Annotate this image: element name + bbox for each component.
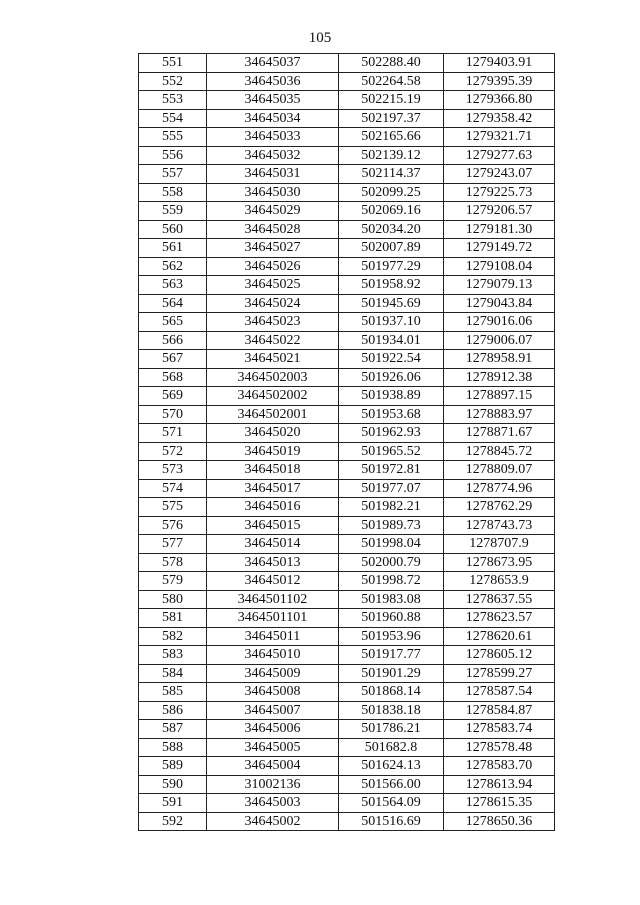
y-coordinate-cell: 1278615.35 bbox=[444, 794, 555, 813]
point-id-cell: 34645010 bbox=[207, 646, 339, 665]
y-coordinate-cell: 1279043.84 bbox=[444, 294, 555, 313]
point-id-cell: 34645030 bbox=[207, 183, 339, 202]
table-row bbox=[139, 609, 555, 628]
row-number-cell: 577 bbox=[139, 535, 207, 554]
point-id-cell: 3464502002 bbox=[207, 387, 339, 406]
table-row bbox=[139, 646, 555, 665]
x-coordinate-cell: 501624.13 bbox=[339, 757, 444, 776]
x-coordinate-cell: 501566.00 bbox=[339, 775, 444, 794]
x-coordinate-cell: 501977.29 bbox=[339, 257, 444, 276]
x-coordinate-cell: 501838.18 bbox=[339, 701, 444, 720]
row-number-cell: 562 bbox=[139, 257, 207, 276]
y-coordinate-cell: 1279277.63 bbox=[444, 146, 555, 165]
point-id-cell: 34645024 bbox=[207, 294, 339, 313]
row-number-cell: 561 bbox=[139, 239, 207, 258]
x-coordinate-cell: 501989.73 bbox=[339, 516, 444, 535]
row-number-cell: 563 bbox=[139, 276, 207, 295]
y-coordinate-cell: 1278587.54 bbox=[444, 683, 555, 702]
point-id-cell: 34645012 bbox=[207, 572, 339, 591]
table-row bbox=[139, 720, 555, 739]
row-number-cell: 585 bbox=[139, 683, 207, 702]
table-row bbox=[139, 239, 555, 258]
table-row bbox=[139, 424, 555, 443]
x-coordinate-cell: 502000.79 bbox=[339, 553, 444, 572]
table-row bbox=[139, 331, 555, 350]
table-row bbox=[139, 72, 555, 91]
x-coordinate-cell: 502139.12 bbox=[339, 146, 444, 165]
y-coordinate-cell: 1278774.96 bbox=[444, 479, 555, 498]
y-coordinate-cell: 1278637.55 bbox=[444, 590, 555, 609]
y-coordinate-cell: 1278673.95 bbox=[444, 553, 555, 572]
y-coordinate-cell: 1278620.61 bbox=[444, 627, 555, 646]
row-number-cell: 579 bbox=[139, 572, 207, 591]
table-row bbox=[139, 128, 555, 147]
x-coordinate-cell: 502069.16 bbox=[339, 202, 444, 221]
x-coordinate-cell: 501934.01 bbox=[339, 331, 444, 350]
table-row bbox=[139, 54, 555, 73]
y-coordinate-cell: 1278958.91 bbox=[444, 350, 555, 369]
table-row bbox=[139, 442, 555, 461]
point-id-cell: 34645008 bbox=[207, 683, 339, 702]
row-number-cell: 587 bbox=[139, 720, 207, 739]
point-id-cell: 34645006 bbox=[207, 720, 339, 739]
table-row bbox=[139, 498, 555, 517]
x-coordinate-cell: 502007.89 bbox=[339, 239, 444, 258]
y-coordinate-cell: 1278762.29 bbox=[444, 498, 555, 517]
point-id-cell: 34645033 bbox=[207, 128, 339, 147]
point-id-cell: 34645029 bbox=[207, 202, 339, 221]
row-number-cell: 559 bbox=[139, 202, 207, 221]
page-number: 105 bbox=[308, 30, 332, 46]
y-coordinate-cell: 1278613.94 bbox=[444, 775, 555, 794]
point-id-cell: 34645036 bbox=[207, 72, 339, 91]
y-coordinate-cell: 1279243.07 bbox=[444, 165, 555, 184]
table-row bbox=[139, 479, 555, 498]
x-coordinate-cell: 501958.92 bbox=[339, 276, 444, 295]
y-coordinate-cell: 1278871.67 bbox=[444, 424, 555, 443]
x-coordinate-cell: 501953.68 bbox=[339, 405, 444, 424]
row-number-cell: 586 bbox=[139, 701, 207, 720]
y-coordinate-cell: 1279403.91 bbox=[444, 54, 555, 73]
row-number-cell: 569 bbox=[139, 387, 207, 406]
point-id-cell: 34645019 bbox=[207, 442, 339, 461]
table-row bbox=[139, 109, 555, 128]
table-row bbox=[139, 350, 555, 369]
y-coordinate-cell: 1278650.36 bbox=[444, 812, 555, 831]
y-coordinate-cell: 1279321.71 bbox=[444, 128, 555, 147]
table-row bbox=[139, 165, 555, 184]
point-id-cell: 31002136 bbox=[207, 775, 339, 794]
table-row bbox=[139, 535, 555, 554]
point-id-cell: 34645034 bbox=[207, 109, 339, 128]
y-coordinate-cell: 1278653.9 bbox=[444, 572, 555, 591]
x-coordinate-cell: 502165.66 bbox=[339, 128, 444, 147]
point-id-cell: 34645005 bbox=[207, 738, 339, 757]
table-row bbox=[139, 368, 555, 387]
table-row bbox=[139, 276, 555, 295]
table-row bbox=[139, 812, 555, 831]
point-id-cell: 34645016 bbox=[207, 498, 339, 517]
point-id-cell: 34645017 bbox=[207, 479, 339, 498]
row-number-cell: 591 bbox=[139, 794, 207, 813]
point-id-cell: 34645023 bbox=[207, 313, 339, 332]
row-number-cell: 565 bbox=[139, 313, 207, 332]
x-coordinate-cell: 501516.69 bbox=[339, 812, 444, 831]
y-coordinate-cell: 1278845.72 bbox=[444, 442, 555, 461]
y-coordinate-cell: 1278605.12 bbox=[444, 646, 555, 665]
table-row bbox=[139, 405, 555, 424]
row-number-cell: 557 bbox=[139, 165, 207, 184]
point-id-cell: 34645022 bbox=[207, 331, 339, 350]
table-row bbox=[139, 590, 555, 609]
x-coordinate-cell: 501960.88 bbox=[339, 609, 444, 628]
y-coordinate-cell: 1278599.27 bbox=[444, 664, 555, 683]
row-number-cell: 575 bbox=[139, 498, 207, 517]
y-coordinate-cell: 1279366.80 bbox=[444, 91, 555, 110]
point-id-cell: 34645020 bbox=[207, 424, 339, 443]
row-number-cell: 556 bbox=[139, 146, 207, 165]
x-coordinate-cell: 501682.8 bbox=[339, 738, 444, 757]
x-coordinate-cell: 501937.10 bbox=[339, 313, 444, 332]
y-coordinate-cell: 1278883.97 bbox=[444, 405, 555, 424]
table-row bbox=[139, 183, 555, 202]
x-coordinate-cell: 501977.07 bbox=[339, 479, 444, 498]
y-coordinate-cell: 1279016.06 bbox=[444, 313, 555, 332]
row-number-cell: 576 bbox=[139, 516, 207, 535]
table-row bbox=[139, 220, 555, 239]
coordinates-table-body bbox=[139, 54, 555, 831]
x-coordinate-cell: 502288.40 bbox=[339, 54, 444, 73]
table-row bbox=[139, 757, 555, 776]
coordinates-table bbox=[138, 53, 555, 831]
row-number-cell: 582 bbox=[139, 627, 207, 646]
point-id-cell: 34645003 bbox=[207, 794, 339, 813]
row-number-cell: 567 bbox=[139, 350, 207, 369]
table-row bbox=[139, 775, 555, 794]
table-row bbox=[139, 738, 555, 757]
row-number-cell: 573 bbox=[139, 461, 207, 480]
y-coordinate-cell: 1278583.70 bbox=[444, 757, 555, 776]
table-row bbox=[139, 257, 555, 276]
row-number-cell: 568 bbox=[139, 368, 207, 387]
x-coordinate-cell: 501983.08 bbox=[339, 590, 444, 609]
point-id-cell: 34645031 bbox=[207, 165, 339, 184]
x-coordinate-cell: 501901.29 bbox=[339, 664, 444, 683]
point-id-cell: 3464502003 bbox=[207, 368, 339, 387]
row-number-cell: 571 bbox=[139, 424, 207, 443]
y-coordinate-cell: 1278743.73 bbox=[444, 516, 555, 535]
point-id-cell: 34645011 bbox=[207, 627, 339, 646]
point-id-cell: 3464501101 bbox=[207, 609, 339, 628]
row-number-cell: 589 bbox=[139, 757, 207, 776]
point-id-cell: 34645004 bbox=[207, 757, 339, 776]
row-number-cell: 554 bbox=[139, 109, 207, 128]
point-id-cell: 34645002 bbox=[207, 812, 339, 831]
table-row bbox=[139, 664, 555, 683]
x-coordinate-cell: 502099.25 bbox=[339, 183, 444, 202]
x-coordinate-cell: 501953.96 bbox=[339, 627, 444, 646]
y-coordinate-cell: 1279149.72 bbox=[444, 239, 555, 258]
y-coordinate-cell: 1279181.30 bbox=[444, 220, 555, 239]
x-coordinate-cell: 501962.93 bbox=[339, 424, 444, 443]
x-coordinate-cell: 501982.21 bbox=[339, 498, 444, 517]
table-row bbox=[139, 572, 555, 591]
x-coordinate-cell: 501926.06 bbox=[339, 368, 444, 387]
point-id-cell: 34645035 bbox=[207, 91, 339, 110]
row-number-cell: 566 bbox=[139, 331, 207, 350]
point-id-cell: 34645013 bbox=[207, 553, 339, 572]
point-id-cell: 34645009 bbox=[207, 664, 339, 683]
point-id-cell: 34645027 bbox=[207, 239, 339, 258]
row-number-cell: 553 bbox=[139, 91, 207, 110]
table-row bbox=[139, 794, 555, 813]
row-number-cell: 580 bbox=[139, 590, 207, 609]
point-id-cell: 34645032 bbox=[207, 146, 339, 165]
row-number-cell: 583 bbox=[139, 646, 207, 665]
y-coordinate-cell: 1278897.15 bbox=[444, 387, 555, 406]
point-id-cell: 3464502001 bbox=[207, 405, 339, 424]
point-id-cell: 34645015 bbox=[207, 516, 339, 535]
y-coordinate-cell: 1279108.04 bbox=[444, 257, 555, 276]
x-coordinate-cell: 501938.89 bbox=[339, 387, 444, 406]
row-number-cell: 581 bbox=[139, 609, 207, 628]
x-coordinate-cell: 501945.69 bbox=[339, 294, 444, 313]
y-coordinate-cell: 1279079.13 bbox=[444, 276, 555, 295]
table-row bbox=[139, 91, 555, 110]
table-row bbox=[139, 627, 555, 646]
row-number-cell: 552 bbox=[139, 72, 207, 91]
y-coordinate-cell: 1278707.9 bbox=[444, 535, 555, 554]
point-id-cell: 34645021 bbox=[207, 350, 339, 369]
x-coordinate-cell: 501564.09 bbox=[339, 794, 444, 813]
x-coordinate-cell: 501972.81 bbox=[339, 461, 444, 480]
row-number-cell: 584 bbox=[139, 664, 207, 683]
x-coordinate-cell: 502264.58 bbox=[339, 72, 444, 91]
table-row bbox=[139, 387, 555, 406]
y-coordinate-cell: 1278578.48 bbox=[444, 738, 555, 757]
row-number-cell: 572 bbox=[139, 442, 207, 461]
row-number-cell: 564 bbox=[139, 294, 207, 313]
row-number-cell: 590 bbox=[139, 775, 207, 794]
row-number-cell: 574 bbox=[139, 479, 207, 498]
point-id-cell: 34645018 bbox=[207, 461, 339, 480]
x-coordinate-cell: 502215.19 bbox=[339, 91, 444, 110]
row-number-cell: 578 bbox=[139, 553, 207, 572]
y-coordinate-cell: 1279006.07 bbox=[444, 331, 555, 350]
y-coordinate-cell: 1278583.74 bbox=[444, 720, 555, 739]
x-coordinate-cell: 501917.77 bbox=[339, 646, 444, 665]
y-coordinate-cell: 1278584.87 bbox=[444, 701, 555, 720]
table-row bbox=[139, 516, 555, 535]
table-row bbox=[139, 313, 555, 332]
x-coordinate-cell: 501922.54 bbox=[339, 350, 444, 369]
x-coordinate-cell: 502034.20 bbox=[339, 220, 444, 239]
x-coordinate-cell: 501998.04 bbox=[339, 535, 444, 554]
table-row bbox=[139, 461, 555, 480]
y-coordinate-cell: 1279206.57 bbox=[444, 202, 555, 221]
y-coordinate-cell: 1279395.39 bbox=[444, 72, 555, 91]
row-number-cell: 588 bbox=[139, 738, 207, 757]
x-coordinate-cell: 501786.21 bbox=[339, 720, 444, 739]
x-coordinate-cell: 501868.14 bbox=[339, 683, 444, 702]
row-number-cell: 592 bbox=[139, 812, 207, 831]
point-id-cell: 3464501102 bbox=[207, 590, 339, 609]
table-row bbox=[139, 294, 555, 313]
point-id-cell: 34645014 bbox=[207, 535, 339, 554]
point-id-cell: 34645025 bbox=[207, 276, 339, 295]
row-number-cell: 570 bbox=[139, 405, 207, 424]
point-id-cell: 34645007 bbox=[207, 701, 339, 720]
row-number-cell: 558 bbox=[139, 183, 207, 202]
y-coordinate-cell: 1278809.07 bbox=[444, 461, 555, 480]
row-number-cell: 555 bbox=[139, 128, 207, 147]
y-coordinate-cell: 1278623.57 bbox=[444, 609, 555, 628]
y-coordinate-cell: 1278912.38 bbox=[444, 368, 555, 387]
x-coordinate-cell: 501998.72 bbox=[339, 572, 444, 591]
point-id-cell: 34645037 bbox=[207, 54, 339, 73]
table-row bbox=[139, 683, 555, 702]
table-row bbox=[139, 553, 555, 572]
point-id-cell: 34645026 bbox=[207, 257, 339, 276]
table-row bbox=[139, 701, 555, 720]
x-coordinate-cell: 502197.37 bbox=[339, 109, 444, 128]
row-number-cell: 560 bbox=[139, 220, 207, 239]
y-coordinate-cell: 1279358.42 bbox=[444, 109, 555, 128]
row-number-cell: 551 bbox=[139, 54, 207, 73]
x-coordinate-cell: 502114.37 bbox=[339, 165, 444, 184]
y-coordinate-cell: 1279225.73 bbox=[444, 183, 555, 202]
point-id-cell: 34645028 bbox=[207, 220, 339, 239]
x-coordinate-cell: 501965.52 bbox=[339, 442, 444, 461]
table-row bbox=[139, 202, 555, 221]
table-row bbox=[139, 146, 555, 165]
